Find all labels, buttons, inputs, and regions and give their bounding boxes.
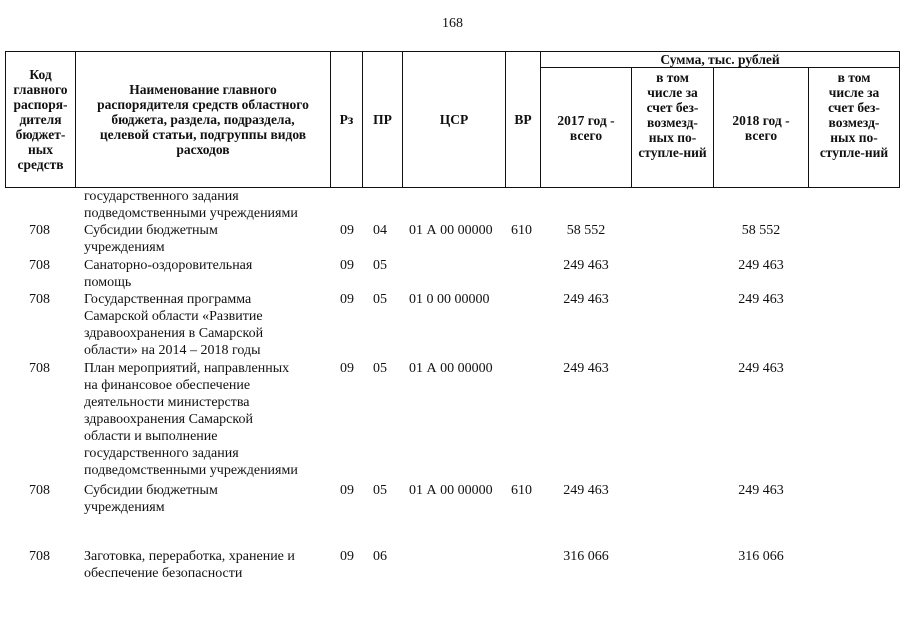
row-3-code: 708 <box>29 292 50 307</box>
row-0-name: государственного задания подведомственными учреждениями <box>84 189 298 221</box>
row-1-pr: 04 <box>373 223 387 238</box>
header-csr: ЦСР <box>402 51 506 188</box>
row-4-pr: 05 <box>373 361 387 376</box>
row-4-rz: 09 <box>340 361 354 376</box>
row-4-code: 708 <box>29 361 50 376</box>
header-rz: Рз <box>330 51 363 188</box>
row-5-code: 708 <box>29 483 50 498</box>
row-6-sum-2018: 316 066 <box>738 549 784 564</box>
header-pr: ПР <box>362 51 403 188</box>
row-2-sum-2017: 249 463 <box>563 258 609 273</box>
header-2017-total: 2017 год - всего <box>540 67 632 188</box>
row-2-rz: 09 <box>340 258 354 273</box>
row-3-name: Государственная программа Самарской области «Развитие здравоохранения в Самарской области» на 2014 – 2018 годы <box>84 292 264 358</box>
row-6-pr: 06 <box>373 549 387 564</box>
row-5-vr: 610 <box>511 483 532 498</box>
header-2018-gratuitous: в том числе за счет без-возмезд-ных по-ступле-ний <box>808 67 900 188</box>
header-sum: Сумма, тыс. рублей <box>540 51 900 68</box>
row-5-name: Субсидии бюджетным учреждениям <box>84 483 218 515</box>
row-5-sum-2017: 249 463 <box>563 483 609 498</box>
row-4-csr: 01 А 00 00000 <box>409 361 493 376</box>
row-6-name: Заготовка, переработка, хранение и обеспечение безопасности <box>84 549 295 581</box>
row-4-sum-2017: 249 463 <box>563 361 609 376</box>
row-2-sum-2018: 249 463 <box>738 258 784 273</box>
header-name: Наименование главного распорядителя средств областного бюджета, раздела, подраздела, целевой статьи, подгруппы видов расходов <box>75 51 331 188</box>
row-3-csr: 01 0 00 00000 <box>409 292 490 307</box>
row-3-pr: 05 <box>373 292 387 307</box>
row-5-pr: 05 <box>373 483 387 498</box>
row-2-code: 708 <box>29 258 50 273</box>
row-5-rz: 09 <box>340 483 354 498</box>
row-2-name: Санаторно-оздоровительная помощь <box>84 258 253 290</box>
row-6-rz: 09 <box>340 549 354 564</box>
row-3-sum-2018: 249 463 <box>738 292 784 307</box>
row-3-rz: 09 <box>340 292 354 307</box>
row-3-sum-2017: 249 463 <box>563 292 609 307</box>
row-4-sum-2018: 249 463 <box>738 361 784 376</box>
header-2018-total: 2018 год - всего <box>713 67 809 188</box>
header-code: Код главного распоря-дителя бюджет-ных средств <box>5 51 76 188</box>
row-4-name: План мероприятий, направленных на финансовое обеспечение деятельности министерства здравоохранения Самарской области и выполнение государственного задания подведомственными учреждениями <box>84 361 298 478</box>
page-number: 168 <box>442 16 463 31</box>
row-1-sum-2017: 58 552 <box>566 223 606 238</box>
row-6-sum-2017: 316 066 <box>563 549 609 564</box>
row-1-rz: 09 <box>340 223 354 238</box>
row-1-name: Субсидии бюджетным учреждениям <box>84 223 218 255</box>
row-1-sum-2018: 58 552 <box>741 223 781 238</box>
row-5-csr: 01 А 00 00000 <box>409 483 493 498</box>
row-1-code: 708 <box>29 223 50 238</box>
row-2-pr: 05 <box>373 258 387 273</box>
row-6-code: 708 <box>29 549 50 564</box>
row-1-csr: 01 А 00 00000 <box>409 223 493 238</box>
header-2017-gratuitous: в том числе за счет без-возмезд-ных по-ступле-ний <box>631 67 714 188</box>
row-1-vr: 610 <box>511 223 532 238</box>
row-5-sum-2018: 249 463 <box>738 483 784 498</box>
header-vr: ВР <box>505 51 541 188</box>
